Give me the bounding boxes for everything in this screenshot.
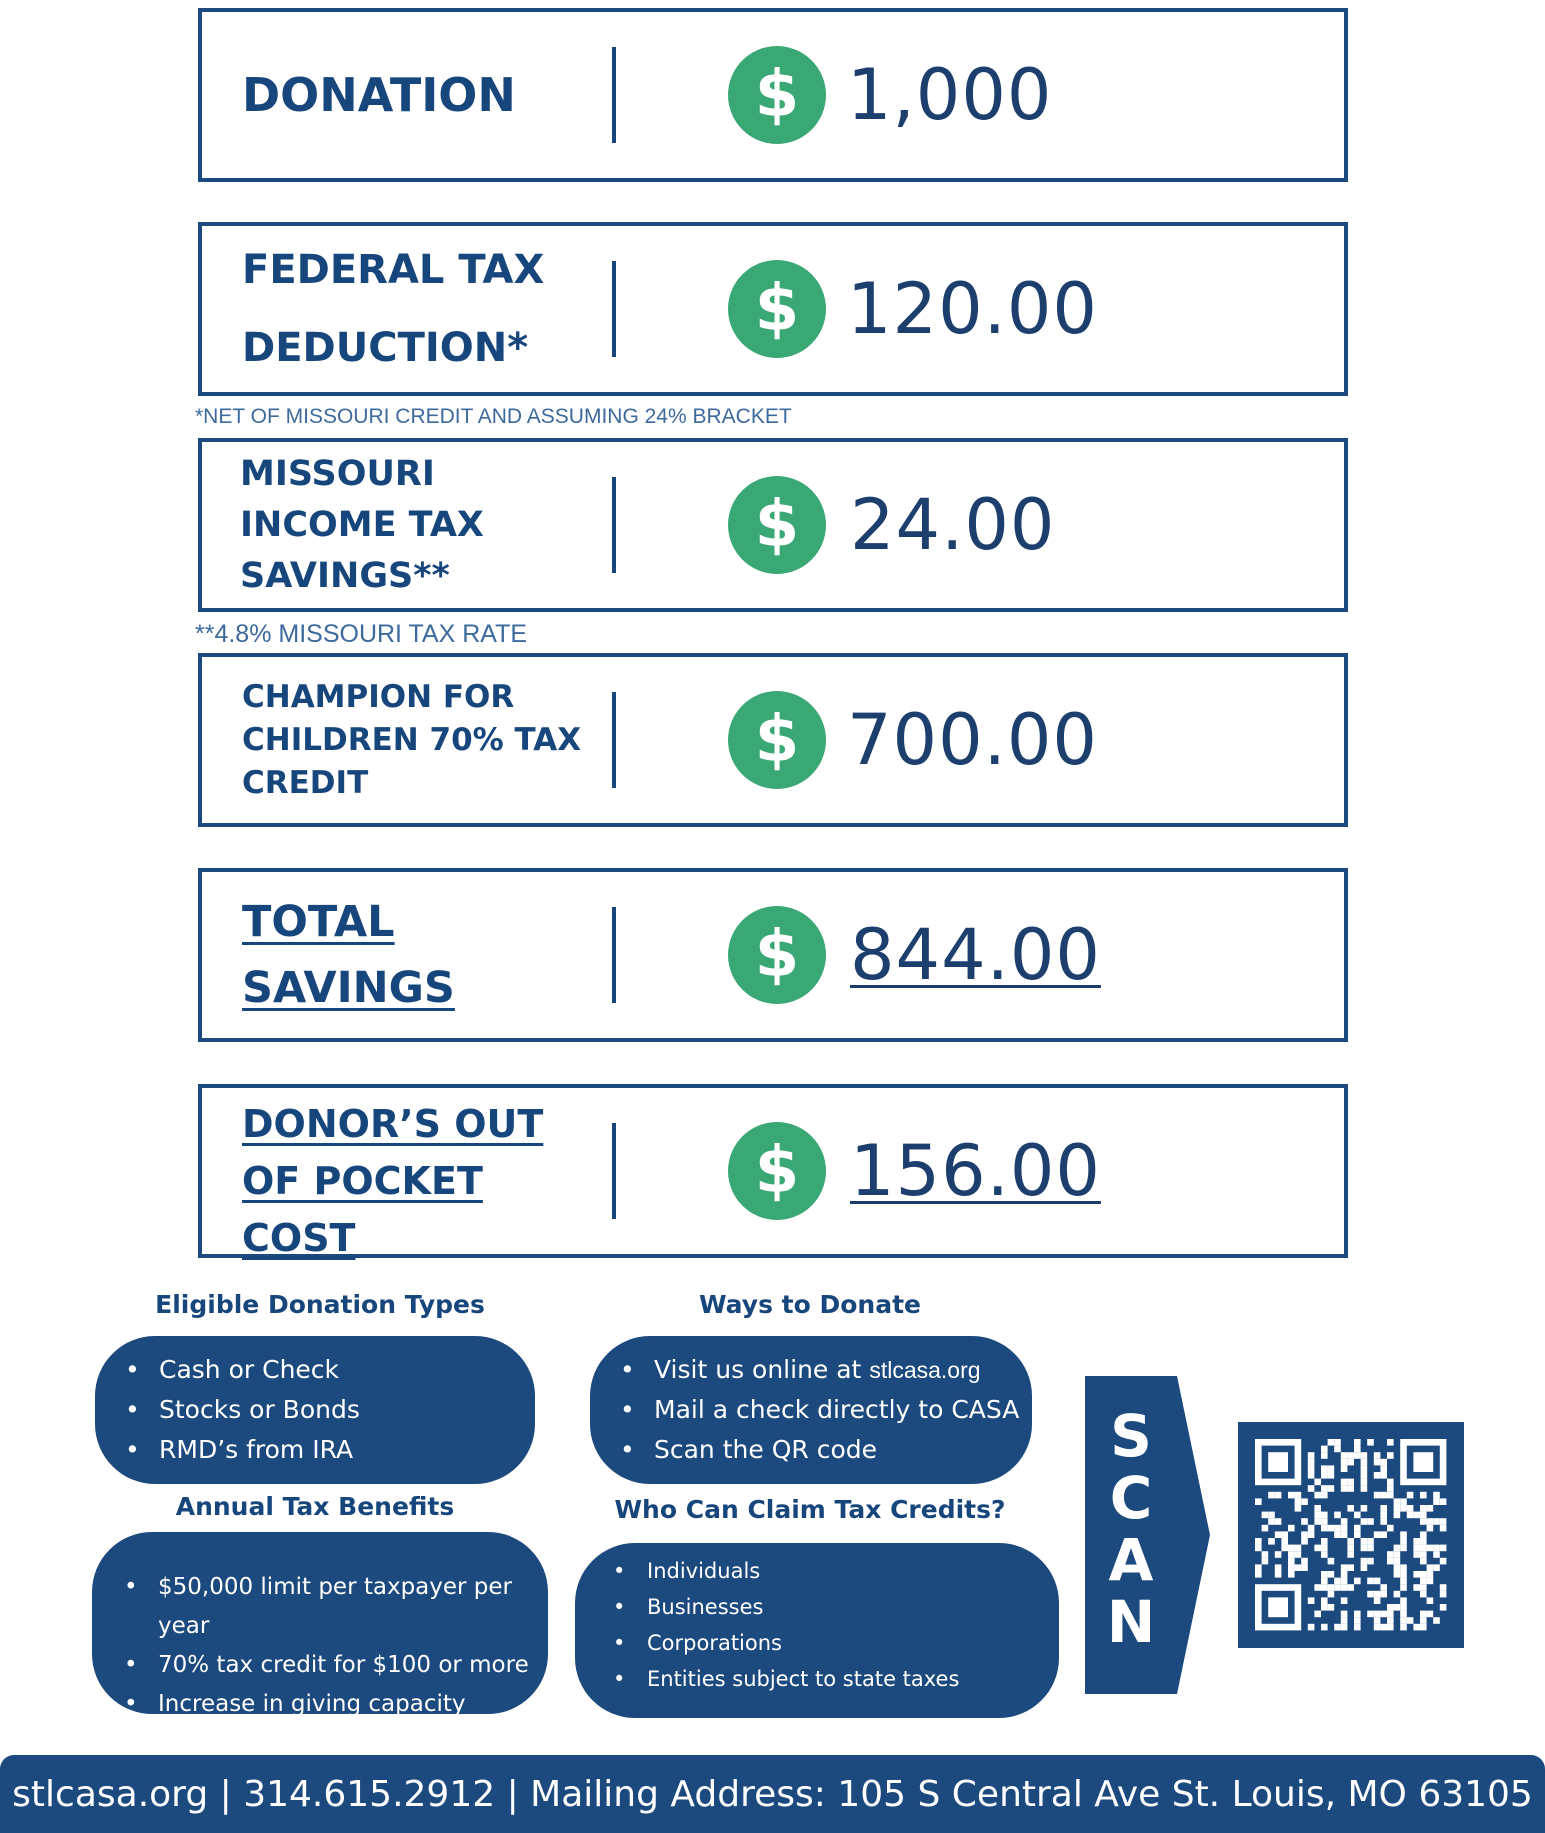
dollar-icon: $ (728, 260, 826, 358)
list-item: • $50,000 limit per taxpayer per year (124, 1568, 548, 1646)
qr-code-icon (1238, 1422, 1464, 1648)
label-line: DONATION (242, 68, 516, 122)
federal-footnote: *NET OF MISSOURI CREDIT AND ASSUMING 24% BRACKET (195, 405, 792, 428)
claim-title: Who Can Claim Tax Credits? (614, 1495, 1006, 1524)
divider (612, 907, 616, 1003)
eligible-pill (95, 1336, 535, 1484)
list-item: • 70% tax credit for $100 or more (124, 1646, 548, 1685)
amount-value: 700.00 (847, 699, 1098, 781)
scan-label (1085, 1402, 1177, 1656)
list-item: • Increase in giving capacity (124, 1685, 548, 1724)
label-line: CREDIT (242, 764, 369, 801)
divider (612, 1123, 616, 1219)
claim-pill (575, 1543, 1059, 1718)
scan-letter: C (1109, 1464, 1153, 1532)
dollar-icon: $ (728, 1122, 826, 1220)
label-line: MISSOURI (240, 453, 435, 494)
row-label (242, 12, 602, 178)
scan-letter: A (1108, 1526, 1154, 1594)
claim-list (613, 1553, 1059, 1697)
amount-value: 844.00 (850, 914, 1101, 996)
ways-title: Ways to Donate (699, 1290, 921, 1319)
total-savings-row (198, 868, 1348, 1042)
label-line: CHILDREN 70% TAX (242, 721, 582, 758)
label-line: DONOR’S OUT (242, 1102, 544, 1146)
scan-letter: N (1106, 1588, 1156, 1656)
missouri-footnote: **4.8% MISSOURI TAX RATE (195, 620, 528, 648)
list-item: • Entities subject to state taxes (613, 1661, 1059, 1697)
amount-value: 1,000 (847, 54, 1053, 136)
label-line: FEDERAL TAX (242, 247, 545, 293)
dollar-icon: $ (728, 46, 826, 144)
list-item: • Mail a check directly to CASA (620, 1390, 1032, 1430)
list-item: • RMD’s from IRA (125, 1430, 535, 1470)
row-label (240, 442, 600, 608)
amount-value: 24.00 (850, 484, 1056, 566)
eligible-list (125, 1350, 535, 1470)
row-label (242, 226, 602, 392)
list-item: • Businesses (613, 1589, 1059, 1625)
divider (612, 261, 616, 357)
list-item: • Stocks or Bonds (125, 1390, 535, 1430)
row-label (242, 657, 602, 823)
benefits-list (124, 1568, 548, 1724)
row-label (242, 872, 602, 1038)
row-label (242, 1088, 602, 1260)
list-item: • Individuals (613, 1553, 1059, 1589)
out-of-pocket-row (198, 1084, 1348, 1258)
donation-row (198, 8, 1348, 182)
scan-letter: S (1110, 1402, 1152, 1470)
eligible-title: Eligible Donation Types (155, 1290, 485, 1319)
ways-list (620, 1350, 1032, 1470)
list-item: • Cash or Check (125, 1350, 535, 1390)
champion-row (198, 653, 1348, 827)
label-line: SAVINGS** (240, 555, 450, 596)
list-item: • Corporations (613, 1625, 1059, 1661)
label-line: OF POCKET (242, 1159, 483, 1203)
label-line: TOTAL (242, 897, 395, 947)
divider (612, 692, 616, 788)
divider (612, 47, 616, 143)
dollar-icon: $ (728, 476, 826, 574)
label-line: CHAMPION FOR (242, 678, 515, 715)
amount-value: 156.00 (850, 1130, 1101, 1212)
list-item (620, 1350, 1032, 1390)
dollar-icon: $ (728, 691, 826, 789)
ways-pill (590, 1336, 1032, 1484)
list-item: • Scan the QR code (620, 1430, 1032, 1470)
label-line: SAVINGS (242, 963, 455, 1013)
website-link[interactable]: stlcasa.org (869, 1357, 981, 1383)
dollar-icon: $ (728, 906, 826, 1004)
visit-text: Visit us online at (654, 1355, 862, 1384)
benefits-title: Annual Tax Benefits (175, 1492, 455, 1521)
federal-tax-row (198, 222, 1348, 396)
label-line: COST (242, 1216, 356, 1260)
label-line: INCOME TAX (240, 504, 484, 545)
amount-value: 120.00 (847, 268, 1098, 350)
qr-code[interactable] (1238, 1422, 1464, 1648)
missouri-row (198, 438, 1348, 612)
footer-bar (0, 1755, 1545, 1833)
footer-contact: stlcasa.org | 314.615.2912 | Mailing Address: 105 S Central Ave St. Louis, MO 63105 (12, 1773, 1533, 1815)
divider (612, 477, 616, 573)
label-line: DEDUCTION* (242, 325, 529, 371)
benefits-pill (92, 1532, 548, 1717)
